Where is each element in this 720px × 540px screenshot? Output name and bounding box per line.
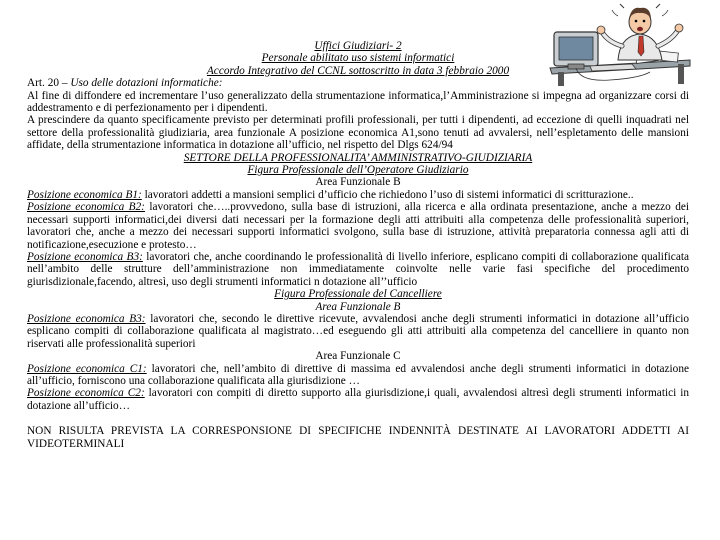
article-paragraph-1: Al fine di diffondere ed incrementare l’uso generalizzato della strumentazione informatica,l’Amministrazione si impegna ad organizzare corsi di addestramento e di perfezionamento per i dipendenti. [27, 89, 689, 115]
footer-note: NON RISULTA PREVISTA LA CORRESPONSIONE DI SPECIFICHE INDENNITÀ DESTINATE AI LAVORATORI ADDETTI AI VIDEOTERMINALI [27, 425, 689, 450]
position-b2-text: lavoratori che…..provvedono, sulla base di istruzioni, alla ricerca e alla ordinata presentazione, anche a mezzo dei necessari supporti informatici,dei diversi dati necessari per la formazione degli atti attribuiti alla competenza delle professionalità superiori, lavoratori che, anche a mezzo dei necessari supporti informatici svolgono, sulla base di istruzione, attività preparatoria connessa agli atti di notificazione,esecuzione e protesto… [27, 201, 689, 251]
area-funzionale-b-cancelliere: Area Funzionale B [315, 300, 401, 313]
position-b1 [27, 189, 689, 201]
area-funzionale-b: Area Funzionale B [315, 176, 401, 189]
position-c2-text: lavoratori con compiti di diretto supporto alla giurisdizione,i quali, avvalendosi altresì degli strumenti informatici in dotazione all’ufficio… [27, 387, 689, 412]
area-funzionale-c: Area Funzionale C [315, 350, 401, 363]
document-page [27, 40, 689, 450]
article-subject: Uso delle dotazioni informatiche: [70, 77, 223, 90]
position-b3-cancelliere-label: Posizione economica B3: [27, 312, 146, 325]
position-b3-label: Posizione economica B3: [27, 250, 143, 263]
position-b3-cancelliere-text: lavoratori che, secondo le direttive ricevute, avvalendosi anche degli strumenti informatici in dotazione all’ufficio esplicano compiti di collaborazione qualificata al magistrato…ed eseguendo gli atti attribuiti alla competenza del cancelliere in quanto non riservati alle professionalità superiori [27, 312, 689, 350]
header-personnel: Personale abilitato uso sistemi informatici [261, 52, 455, 65]
position-c1-label: Posizione economica C1: [27, 362, 147, 375]
section-title: SETTORE DELLA PROFESSIONALITA’ AMMINISTRATIVO-GIUDIZIARIA [183, 151, 533, 164]
figure-cancelliere: Figura Professionale del Cancelliere [274, 288, 442, 301]
header-office: Uffici Giudiziari- 2 [314, 40, 402, 52]
position-b2 [27, 201, 689, 251]
position-b3 [27, 251, 689, 288]
position-b3-cancelliere [27, 313, 689, 350]
position-b3-text: lavoratori che, anche coordinando le professionalità di livello inferiore, esplicano compiti di collaborazione qualificata nell’ambito delle strutture dell’amministrazione non immediatamente coinvolte nelle varie fasi specifiche del procedimento giurisdizionale,facendo, altresì, uso degli strumenti informatici n dotazione all’’ufficio [27, 250, 689, 288]
header-agreement: Accordo Integrativo del CCNL sottoscritto in data 3 febbraio 2000 [206, 64, 510, 77]
position-b1-label: Posizione economica B1: [27, 188, 142, 201]
position-c1 [27, 363, 689, 388]
figure-operatore-giudiziario: Figura Professionale dell’Operatore Giudiziario [247, 164, 469, 177]
article-number: Art. 20 – [27, 77, 71, 90]
position-c2 [27, 387, 689, 412]
article-title [27, 77, 689, 89]
position-b2-label: Posizione economica B2: [27, 201, 145, 214]
position-c2-label: Posizione economica C2: [27, 387, 145, 400]
position-c1-text: lavoratori che, nell’ambito di direttive di massima ed avvalendosi anche degli strumenti informatici in dotazione all’ufficio, forniscono una collaborazione qualificata alla giurisdizione … [27, 362, 689, 387]
position-b1-text: lavoratori addetti a mansioni semplici d’ufficio che richiedono l’uso di sistemi informatici di scritturazione.. [141, 188, 634, 201]
article-paragraph-2: A prescindere da quanto specificamente previsto per determinati profili professionali, per tutti i dipendenti, ad eccezione di quelli inquadrati nel settore della professionalità giudiziaria, area funzionale A posizione economica A1,sono tenuti ad avvalersi, nell’espletamento delle mansioni affidate, della strumentazione informatica in dotazione all’ufficio, nel rispetto del Dlgs 624/94 [27, 114, 689, 152]
